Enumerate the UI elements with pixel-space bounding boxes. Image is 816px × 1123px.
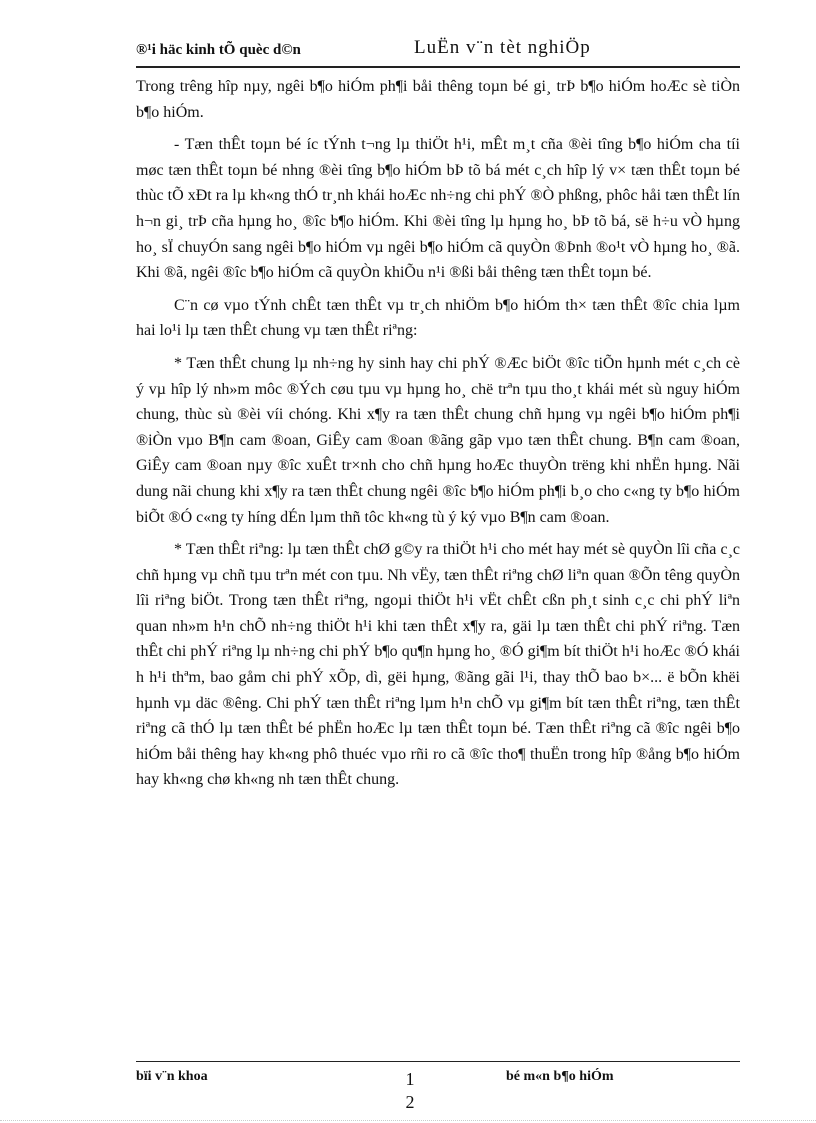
- paragraph-constructive-total-loss: - Tæn thÊt toµn bé íc tÝnh t¬ng lµ thiÖt h¹i, mÊt m¸t cña ®èi tîng b¶o hiÓm cha tíi møc tæn thÊt toµn bé nhng ®èi tîng b¶o hiÓm bÞ tõ bá mét c¸ch hîp lý v× tæn thÊt toµn bé thùc tÕ xÐt ra lµ kh«ng thÓ tr¸nh khái hoÆc nh÷ng chi phÝ ®Ò phßng, phôc håi tæn thÊt lín h¬n gi¸ trÞ cña hµng ho¸ ®îc b¶o hiÓm. Khi ®èi tîng lµ hµng ho¸ bÞ tõ bá, së h÷u vÒ hµng ho¸ sÏ chuyÓn sang ngêi b¶o hiÓm vµ ngêi b¶o hiÓm cã quyÒn ®Þnh ®o¹t vÒ hµng ho¸ ®ã. Khi ®ã, ngêi ®îc b¶o hiÓm cã quyÒn khiÕu n¹i ®ßi båi thêng tæn thÊt toµn bé.: [136, 136, 740, 282]
- footer-department: bé m«n b¶o hiÓm: [506, 1069, 614, 1084]
- page-number: 2: [405, 1092, 415, 1112]
- header-university: ®¹i häc kinh tÕ quèc d©n: [136, 42, 301, 58]
- footer-author: bïi v¨n khoa: [136, 1069, 208, 1084]
- paragraph-general-average: * Tæn thÊt chung lµ nh÷ng hy sinh hay chi phÝ ®Æc biÖt ®îc tiÕn hµnh mét c¸ch cè ý vµ hîp lý nh»m môc ®Ých cøu tµu vµ hµng ho¸ chë trªn tµu tho¸t khái mét sù nguy hiÓm chung, thùc sù ®èi víi chóng. Khi x¶y ra tæn thÊt chung chñ hµng vµ ngêi b¶o hiÓm ph¶i ®iÒn vµo B¶n cam ®oan, GiÊy cam ®oan ®ãng gãp vµo tæn thÊt chung. B¶n cam ®oan, GiÊy cam ®oan nµy ®îc xuÊt tr×nh cho chñ hµng hoÆc thuyÒn trëng khi nhËn hµng. Nãi dung nãi chung khi x¶y ra tæn thÊt chung ngêi ®îc b¶o hiÓm ph¶i b¸o cho c«ng ty b¶o hiÓm biÕt ®Ó c«ng ty híng dÉn lµm thñ tôc kh«ng tù ý ký vµo B¶n cam ®oan.: [136, 354, 740, 526]
- page-bottom-edge: [0, 1120, 816, 1121]
- paragraph-loss-classification: C¨n cø vµo tÝnh chÊt tæn thÊt vµ tr¸ch nhiÖm b¶o hiÓm th× tæn thÊt ®îc chia lµm hai lo¹i lµ tæn thÊt chung vµ tæn thÊt riªng:: [136, 296, 740, 340]
- footer-divider: [136, 1061, 740, 1062]
- body-text: [136, 74, 740, 800]
- page-header: [136, 36, 740, 68]
- footer-page-index: 1: [405, 1069, 415, 1089]
- header-document-type: LuËn v¨n tèt nghiÖp: [414, 37, 591, 58]
- paragraph-particular-average: * Tæn thÊt riªng: lµ tæn thÊt chØ g©y ra thiÖt h¹i cho mét hay mét sè quyÒn lîi cña c¸c chñ hµng vµ chñ tµu trªn mét con tµu. Nh vËy, tæn thÊt riªng chØ liªn quan ®Õn têng quyÒn lîi riªng biÖt. Trong tæn thÊt riªng, ngoµi thiÖt h¹i vËt chÊt cßn ph¸t sinh c¸c chi phÝ liªn quan nh»m h¹n chÕ nh÷ng thiÖt h¹i khi tæn thÊt x¶y ra, gäi lµ tæn thÊt chi phÝ riªng. Tæn thÊt chi phÝ riªng lµ nh÷ng chi phÝ b¶o qu¶n hµng ho¸ ®Ó gi¶m bít thiÖt h¹i hoÆc ®Ó khái h h¹i thªm, bao gåm chi phÝ xÕp, dì, gëi hµng, ®ãng gãi l¹i, thay thÕ bao b×... ë bÕn khëi hµnh vµ däc ®êng. Chi phÝ tæn thÊt riªng lµm h¹n chÕ vµ gi¶m bít tæn thÊt riªng, tæn thÊt riªng cã thÓ lµ tæn thÊt bé phËn hoÆc lµ tæn thÊt toµn bé. Tæn thÊt riªng cã ®îc ngêi b¶o hiÓm båi thêng hay kh«ng phô thuéc vµo rñi ro cã ®îc tho¶ thuËn trong hîp ®ång b¶o hiÓm hay kh«ng chø kh«ng nh tæn thÊt chung.: [136, 541, 740, 789]
- paragraph-intro: Trong trêng hîp nµy, ngêi b¶o hiÓm ph¶i båi thêng toµn bé gi¸ trÞ b¶o hiÓm hoÆc sè tiÒn b¶o hiÓm.: [136, 78, 740, 121]
